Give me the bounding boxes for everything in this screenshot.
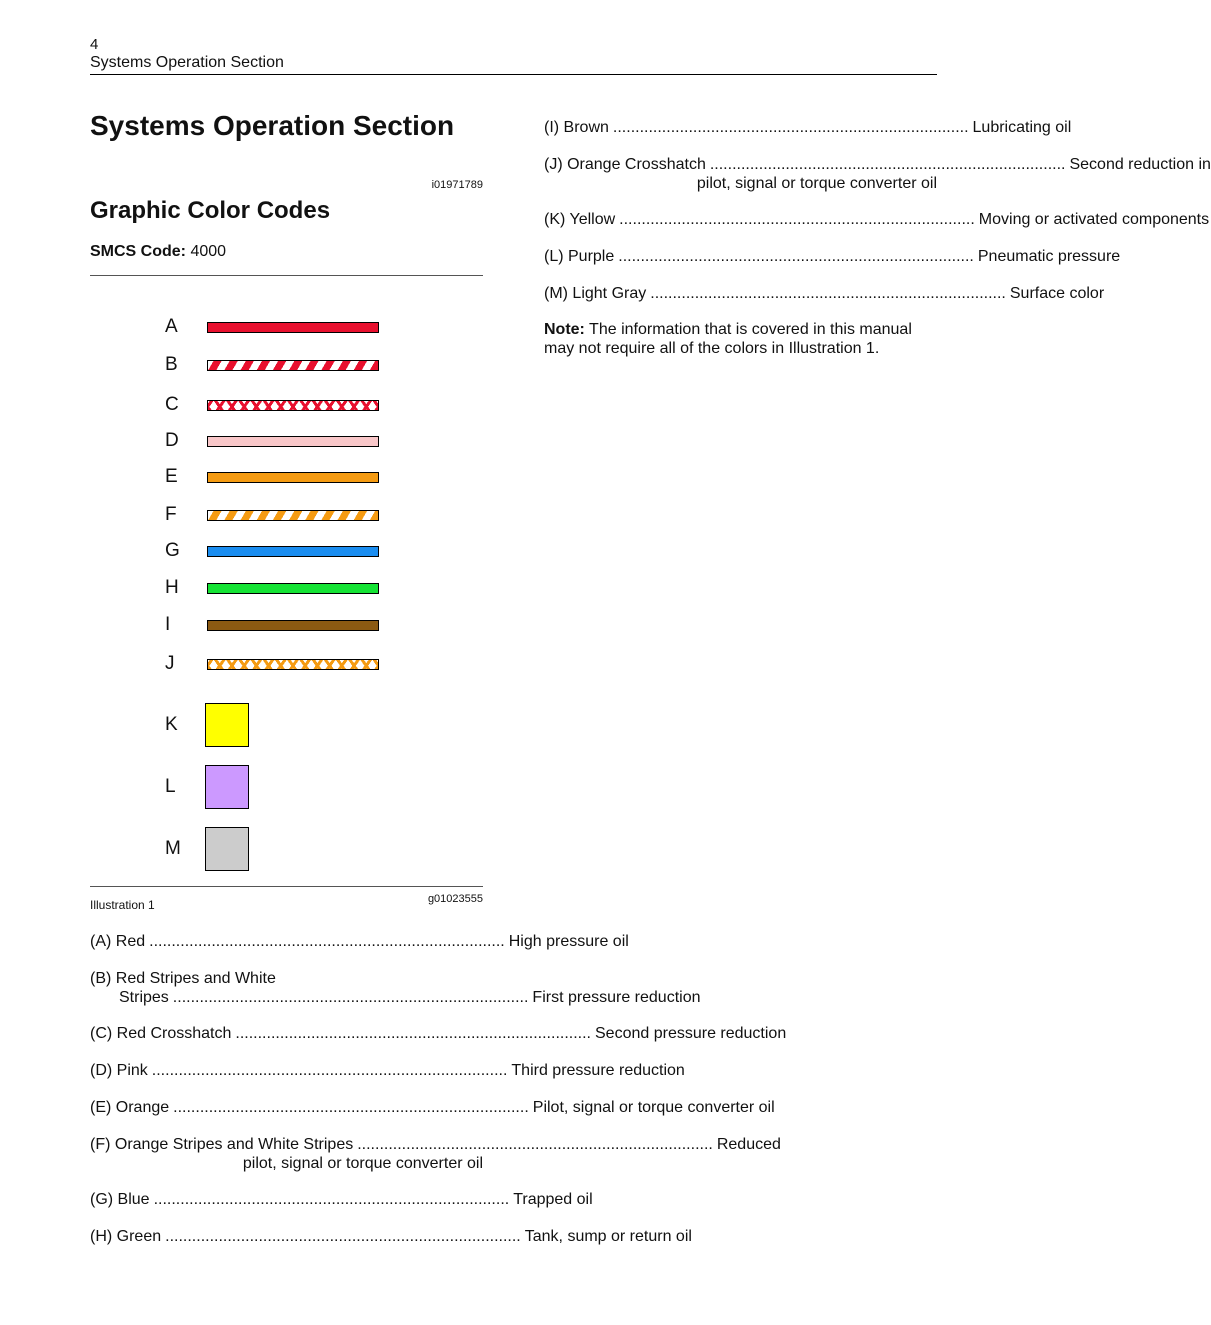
divider bbox=[90, 275, 483, 276]
swatch-label-e: E bbox=[165, 466, 178, 487]
legend-key: (C) Red Crosshatch bbox=[90, 1025, 232, 1042]
legend-value: Trapped oil bbox=[513, 1191, 593, 1208]
legend-item-a: (A) Red ................................................................................ High pressure oil bbox=[90, 933, 629, 950]
legend-value: Reduced bbox=[716, 1136, 781, 1153]
legend-value-cont: pilot, signal or torque converter oil bbox=[696, 175, 937, 192]
page-number: 4 bbox=[90, 36, 99, 53]
swatch-label-a: A bbox=[165, 316, 178, 337]
swatch-bar-j bbox=[207, 659, 379, 670]
legend-item-k: (K) Yellow ................................................................................ Moving or activated components bbox=[544, 211, 1210, 228]
swatch-bar-g bbox=[207, 546, 379, 557]
illustration-caption: Illustration 1 bbox=[90, 898, 155, 912]
legend-key: (E) Orange bbox=[90, 1099, 170, 1116]
smcs-code bbox=[90, 243, 226, 261]
running-header: Systems Operation Section bbox=[90, 54, 284, 71]
legend-item-d: (D) Pink ................................................................................ Third pressure reduction bbox=[90, 1062, 685, 1079]
note-label: Note: bbox=[544, 321, 585, 338]
legend-key: (I) Brown bbox=[544, 119, 609, 136]
swatch-bar-e bbox=[207, 472, 379, 483]
swatch-square-m bbox=[205, 827, 249, 871]
legend-value: First pressure reduction bbox=[532, 989, 701, 1006]
swatch-square-l bbox=[205, 765, 249, 809]
legend-item-g: (G) Blue ................................................................................ Trapped oil bbox=[90, 1191, 593, 1208]
swatch-label-i: I bbox=[165, 614, 171, 635]
smcs-label: SMCS Code: bbox=[90, 243, 186, 260]
legend-value: Surface color bbox=[1009, 285, 1105, 302]
legend-key: (B) Red Stripes and White bbox=[90, 970, 276, 987]
legend-value: High pressure oil bbox=[508, 933, 629, 950]
legend-key: (F) Orange Stripes and White Stripes bbox=[90, 1136, 354, 1153]
legend-value-cont: pilot, signal or torque converter oil bbox=[242, 1155, 483, 1172]
legend-value: Second pressure reduction bbox=[595, 1025, 787, 1042]
legend-key: (D) Pink bbox=[90, 1062, 148, 1079]
legend-item-i: (I) Brown ................................................................................ Lubricating oil bbox=[544, 119, 1072, 136]
note-text: The information that is covered in this manual may not require all of the colors in Illustration 1. bbox=[544, 321, 912, 357]
swatch-bar-i bbox=[207, 620, 379, 631]
section-heading: Graphic Color Codes bbox=[90, 197, 331, 224]
divider bbox=[90, 886, 483, 887]
swatch-label-f: F bbox=[165, 504, 177, 525]
legend-item-j: (J) Orange Crosshatch ................................................................................ Second reduction in pilot, signal or torque converter oil bbox=[544, 156, 1211, 192]
legend-value: Moving or activated components bbox=[978, 211, 1210, 228]
legend-item-b: (B) Red Stripes and White Stripes ................................................................................ First pressure reduction bbox=[90, 970, 701, 1006]
swatch-label-b: B bbox=[165, 354, 178, 375]
swatch-label-c: C bbox=[165, 394, 179, 415]
swatch-label-m: M bbox=[165, 838, 181, 859]
swatch-label-g: G bbox=[165, 540, 180, 561]
legend-value: Tank, sump or return oil bbox=[524, 1228, 692, 1245]
legend-item-c: (C) Red Crosshatch ................................................................................ Second pressure reduction bbox=[90, 1025, 787, 1042]
swatch-label-h: H bbox=[165, 577, 179, 598]
legend-item-f: (F) Orange Stripes and White Stripes ................................................................................ Reduced pilot, signal or torque converter oil bbox=[90, 1136, 781, 1172]
note bbox=[544, 320, 937, 358]
legend-key: (J) Orange Crosshatch bbox=[544, 156, 706, 173]
swatch-label-j: J bbox=[165, 653, 175, 674]
legend-value: Lubricating oil bbox=[972, 119, 1072, 136]
legend-value: Pneumatic pressure bbox=[977, 248, 1121, 265]
legend-item-e: (E) Orange ................................................................................ Pilot, signal or torque converter oil bbox=[90, 1099, 775, 1116]
legend-key: (M) Light Gray bbox=[544, 285, 647, 302]
legend-key: (A) Red bbox=[90, 933, 146, 950]
legend-item-l: (L) Purple ................................................................................ Pneumatic pressure bbox=[544, 248, 1121, 265]
legend-value: Third pressure reduction bbox=[511, 1062, 685, 1079]
legend-key: (K) Yellow bbox=[544, 211, 616, 228]
legend-key: (G) Blue bbox=[90, 1191, 150, 1208]
swatch-bar-f bbox=[207, 510, 379, 521]
legend-item-h: (H) Green ................................................................................ Tank, sump or return oil bbox=[90, 1228, 692, 1245]
swatch-bar-h bbox=[207, 583, 379, 594]
legend-key-cont: Stripes bbox=[119, 989, 169, 1006]
illustration-id: g01023555 bbox=[427, 893, 483, 905]
document-id: i01971789 bbox=[431, 179, 483, 191]
swatch-bar-d bbox=[207, 436, 379, 447]
swatch-square-k bbox=[205, 703, 249, 747]
legend-value: Pilot, signal or torque converter oil bbox=[532, 1099, 775, 1116]
swatch-bar-b bbox=[207, 360, 379, 371]
legend-item-m: (M) Light Gray ................................................................................ Surface color bbox=[544, 285, 1105, 302]
legend-value: Second reduction in bbox=[1069, 156, 1211, 173]
header-divider bbox=[90, 74, 937, 75]
swatch-label-d: D bbox=[165, 430, 179, 451]
page-title: Systems Operation Section bbox=[90, 110, 455, 141]
swatch-label-l: L bbox=[165, 776, 176, 797]
swatch-bar-c bbox=[207, 400, 379, 411]
swatch-bar-a bbox=[207, 322, 379, 333]
legend-key: (H) Green bbox=[90, 1228, 162, 1245]
swatch-label-k: K bbox=[165, 714, 178, 735]
legend-key: (L) Purple bbox=[544, 248, 615, 265]
smcs-value: 4000 bbox=[190, 243, 227, 260]
